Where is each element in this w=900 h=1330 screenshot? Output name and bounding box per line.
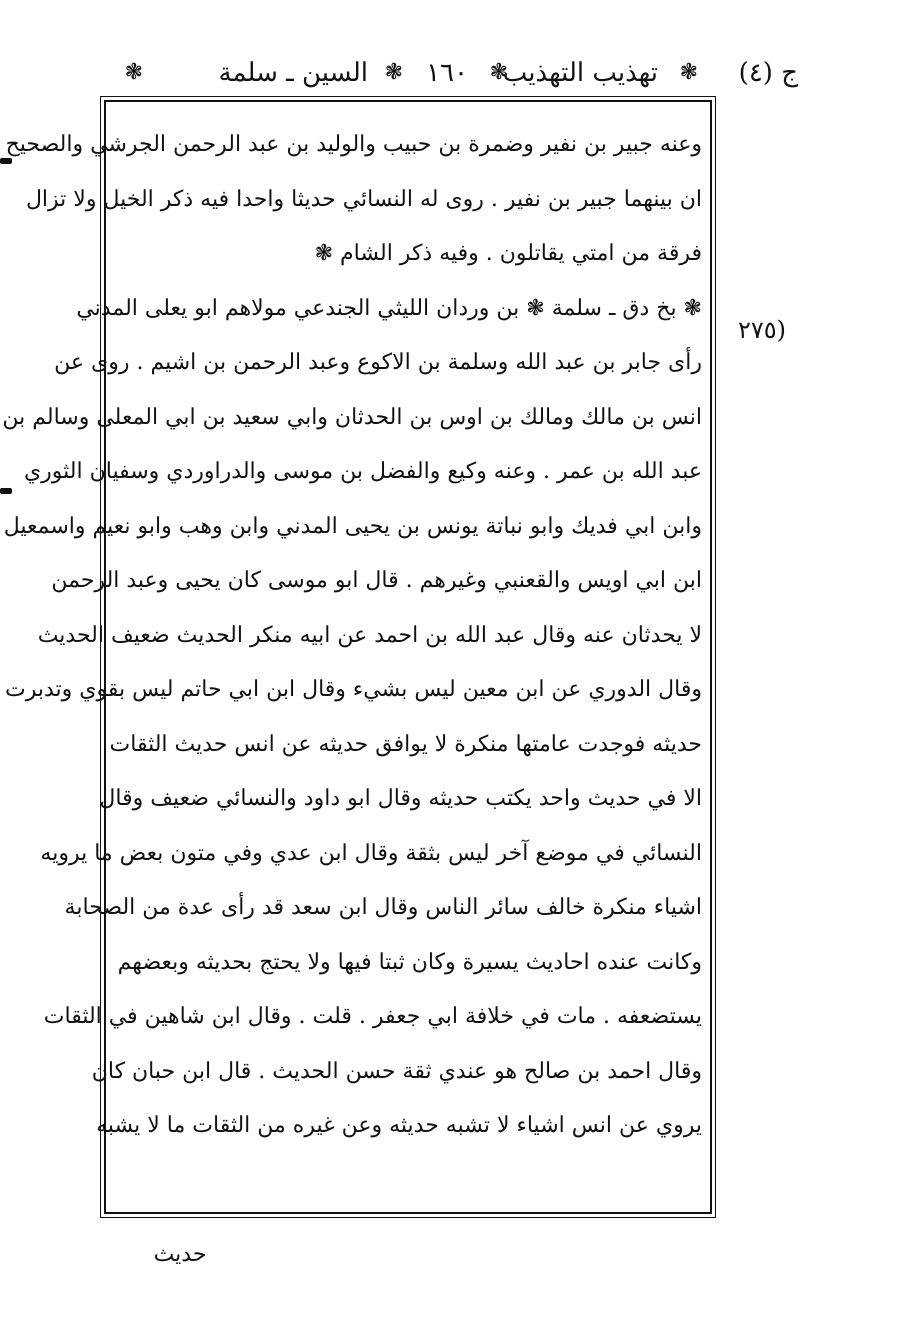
entry-number: (٢٧٥	[737, 316, 787, 344]
ornament-icon: ❃	[489, 60, 508, 85]
page-number: ١٦٠	[426, 58, 468, 88]
ornament-icon: ❃	[124, 60, 143, 85]
text-line: رأى جابر بن عبد الله وسلمة بن الاكوع وعبد الرحمن بن اشيم . روى عن	[54, 350, 702, 375]
text-line: وقال احمد بن صالح هو عندي ثقة حسن الحديث . قال ابن حبان كان	[91, 1058, 702, 1084]
text-line: وكانت عنده احاديث يسيرة وكان ثبتا فيها ولا يحتج بحديثه وبعضهم	[117, 949, 702, 975]
text-line: وقال الدوري عن ابن معين ليس بشيء وقال ابن ابي حاتم ليس بقوي وتدبرت	[5, 677, 702, 702]
text-line: لا يحدثان عنه وقال عبد الله بن احمد عن ابيه منكر الحديث ضعيف الحديث	[37, 622, 702, 648]
text-line: فرقة من امتي يقاتلون . وفيه ذكر الشام ❃	[314, 241, 702, 266]
text-line: انس بن مالك ومالك بن اوس بن الحدثان وابي سعيد بن ابي المعلى وسالم بن	[2, 404, 702, 430]
ornament-icon: ❃	[679, 60, 698, 85]
text-line: ❃ بخ دق ـ سلمة ❃ بن وردان الليثي الجندعي مولاهم ابو يعلى المدني	[76, 295, 702, 321]
text-line: وعنه جبير بن نفير وضمرة بن حبيب والوليد بن عبد الرحمن الجرشي والصحيح	[5, 132, 702, 157]
text-line: عبد الله بن عمر . وعنه وكيع والفضل بن موسى والدراوردي وسفيان الثوري	[23, 459, 702, 484]
text-line: النسائي في موضع آخر ليس بثقة وقال ابن عدي وفي متون بعض ما يرويه	[40, 840, 702, 866]
page-edge-mark-bottom	[0, 488, 12, 494]
section-title: السين ـ سلمة	[218, 58, 368, 88]
text-line: يستضعفه . مات في خلافة ابي جعفر . قلت . وقال ابن شاهين في الثقات	[43, 1004, 702, 1029]
text-line: وابن ابي فديك وابو نباتة يونس بن يحيى المدني وابن وهب وابو نعيم واسمعيل	[3, 513, 702, 539]
volume-label: ج (٤)	[738, 58, 798, 88]
text-line: ان بينهما جبير بن نفير . روى له النسائي حديثا واحدا فيه ذكر الخيل ولا تزال	[25, 186, 702, 212]
main-text	[2, 118, 702, 1154]
page-header	[108, 48, 798, 98]
text-line: اشياء منكرة خالف سائر الناس وقال ابن سعد قد رأى عدة من الصحابة	[64, 895, 702, 920]
book-title: تهذيب التهذيب	[502, 58, 658, 88]
text-line: الا في حديث واحد يكتب حديثه وقال ابو داود والنسائي ضعيف وقال	[99, 786, 702, 811]
text-line: يروي عن انس اشياء لا تشبه حديثه وعن غيره من الثقات ما لا يشبه	[96, 1113, 702, 1138]
ornament-icon: ❃	[384, 60, 403, 85]
text-line: حديثه فوجدت عامتها منكرة لا يوافق حديثه عن انس حديث الثقات	[109, 731, 702, 757]
catchword: حديث	[153, 1242, 207, 1267]
text-line: ابن ابي اويس والقعنبي وغيرهم . قال ابو موسى كان يحيى وعبد الرحمن	[51, 568, 702, 593]
